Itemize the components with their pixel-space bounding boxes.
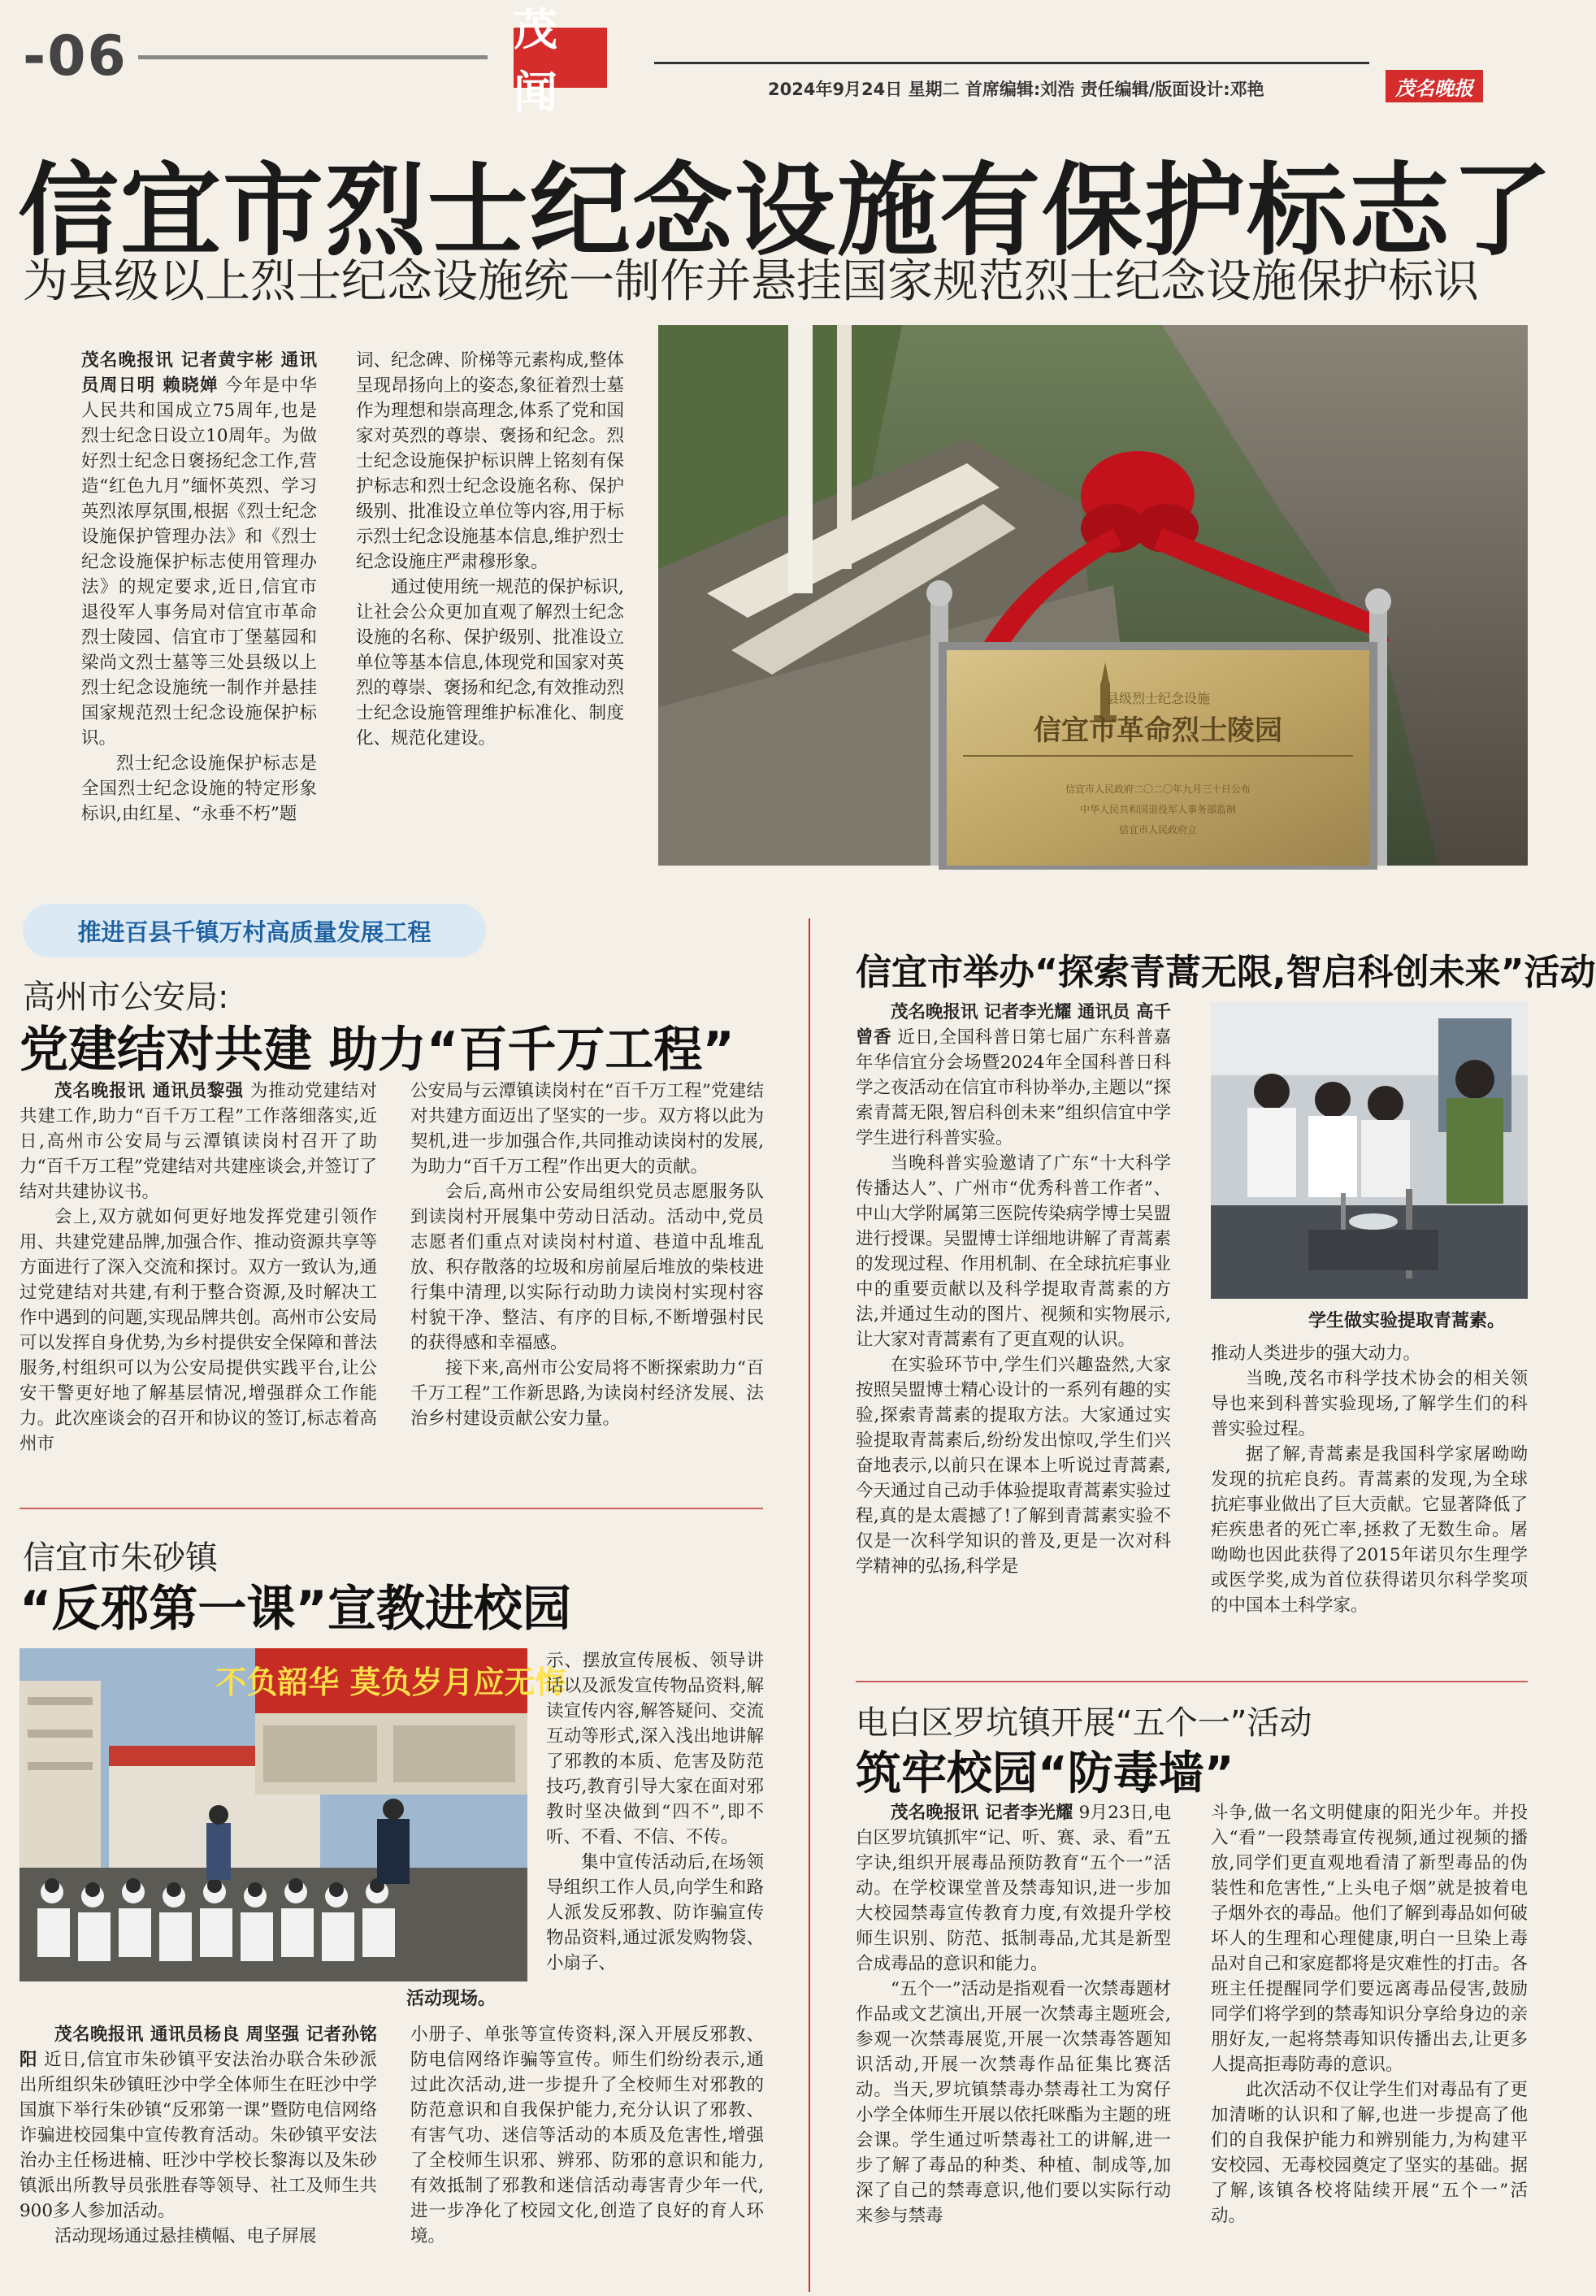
section-badge: 茂闻: [514, 28, 607, 88]
lead-byline: 茂名晚报讯 记者黄宇彬 通讯员周日明 赖晓婵: [81, 350, 317, 396]
story3-byline: 茂名晚报讯 记者李光耀 通讯员 高千 曾香: [856, 1002, 1171, 1048]
story1-headline: 党建结对共建 助力“百千万工程”: [20, 1022, 735, 1079]
story2-column-2: 小册子、单张等宣传资料,深入开展反邪教、防电信网络诈骗等宣传。师生们纷纷表示,通过此次活动,进一步提升了全校师生对邪教的防范意识和自我保护能力,充分认识了邪教、有害气功、迷信等活动的本质及危害性,增强了全校师生识邪、辨邪、防邪的意识和能力,有效抵制了邪教和迷信活动毒害青少年一代,进一步净化了校园文化,创造了良好的育人环境。: [410, 2025, 764, 2246]
section-divider: [20, 1508, 763, 1509]
lead-photo-plaque: [658, 325, 1528, 866]
story2-photo: [20, 1648, 566, 1981]
story3-column-2: 推动人类进步的强大动力。 当晚,茂名市科学技术协会的相关领导也来到科普实验现场,了解学生们的科普实验过程。 据了解,青蒿素是我国科学家屠呦呦发现的抗疟良药。青蒿素的发现,为全球抗疟事业做出了巨大贡献。它显著降低了疟疾患者的死亡率,拯救了无数生命。屠呦呦也因此获得了2015年诺贝尔生理学或医学奖,成为首位获得诺贝尔科学奖项的中国本土科学家。: [1211, 1343, 1528, 1616]
lab-experiment-illustration: [1211, 1002, 1528, 1299]
dateline: 2024年9月24日 星期二 首席编辑:刘浩 责任编辑/版面设计:邓艳: [768, 80, 1264, 99]
story1-column-1: 茂名晚报讯 通讯员黎强 为推动党建结对共建工作,助力“百千万工程”工作落细落实,近日,高州市公安局与云潭镇读岗村召开了助力“百千万工程”党建结对共建座谈会,并签订了结对共建协议书。 会上,双方就如何更好地发挥党建引领作用、共建党建品牌,加强合作、推动资源共享等方面进行了深入交流和探讨。双方一致认为,通过党建结对共建,有利于整合资源,及时解决工作中遇到的问题,实现品牌共创。高州市公安局可以发挥自身优势,为乡村提供安全保障和普法服务,村组织可以为公安局提供实践平台,让公安干警更好地了解基层情况,增强群众工作能力。此次座谈会的召开和协议的签订,标志着高州市: [20, 1081, 377, 1454]
story3-photo: [1211, 1002, 1528, 1299]
story3-column-1: 茂名晚报讯 记者李光耀 通讯员 高千 曾香 近日,全国科普日第七届广东科普嘉年华信宜分会场暨2024年全国科普日科学之夜活动在信宜市科协举办,主题以“探索青蒿无限,智启科创未来”组织信宜中学学生进行科普实验。 当晚科普实验邀请了广东“十大科学传播达人”、广州市“优秀科普工作者”、中山大学附属第三医院传染病学博士吴盟进行授课。吴盟博士详细地讲解了青蒿素的发现过程、作用机制、在全球抗疟事业中的重要贡献以及科学提取青蒿素的方法,并通过生动的图片、视频和实物展示,让大家对青蒿素有了更直观的认识。 在实验环节中,学生们兴趣盎然,大家按照吴盟博士精心设计的一系列有趣的实验,探索青蒿素的提取方法。大家通过实验提取青蒿素后,纷纷发出惊叹,学生们兴奋地表示,以前只在课本上听说过青蒿素,今天通过自己动手体验提取青蒿素实验过程,真的是太震撼了!了解到青蒿素实验不仅是一次科学知识的普及,更是一次对科学精神的弘扬,科学是: [856, 1002, 1171, 1577]
masthead-rule: [138, 55, 488, 59]
lead-headline: 信宜市烈士纪念设施有保护标志了: [18, 153, 1555, 270]
story2-side-column: 示、摆放宣传展板、领导讲话以及派发宣传物品资料,解读宣传内容,解答疑问、交流互动等形式,深入浅出地讲解了邪教的本质、危害及防范技巧,教育引导大家在面对邪教时坚决做到“四不”,即不听、不看、不信、不传。 集中宣传活动后,在场领导组织工作人员,向学生和路人派发反邪教、防诈骗宣传物品资料,通过派发购物袋、小扇子、: [546, 1651, 764, 1973]
plaque-name: 信宜市革命烈士陵园: [1034, 714, 1282, 747]
plaque-note-2: 中华人民共和国退役军人事务部监制: [1079, 804, 1237, 815]
story3-headline: 信宜市举办“探索青蒿无限,智启科创未来”活动: [856, 952, 1596, 993]
story2-kicker: 信宜市朱砂镇: [23, 1539, 218, 1577]
story4-headline: 筑牢校园“防毒墙”: [856, 1747, 1234, 1800]
page-number: -06: [23, 24, 128, 89]
story4-column-2: 斗争,做一名文明健康的阳光少年。并投入“看”一段禁毒宣传视频,通过视频的播放,同学们更直观地看清了新型毒品的伪装性和危害性,“上头电子烟”就是披着电子烟外衣的毒品。他们了解到毒品如何破坏人的生理和心理健康,明白一旦染上毒品对自己和家庭都将是灾难性的打击。各班主任提醒同学们要远离毒品侵害,鼓励同学们将学到的禁毒知识分享给身边的亲朋好友,一起将禁毒知识传播出去,让更多人提高拒毒防毒的意识。 此次活动不仅让学生们对毒品有了更加清晰的认识和了解,也进一步提高了他们的自我保护能力和辨别能力,为构建平安校园、无毒校园奠定了坚实的基础。据了解,该镇各校将陆续开展“五个一”活动。: [1211, 1803, 1528, 2226]
plaque-illustration: [658, 325, 1528, 866]
story2-column-1: 茂名晚报讯 通讯员杨良 周坚强 记者孙铭阳 近日,信宜市朱砂镇平安法治办联合朱砂派出所组织朱砂镇旺沙中学全体师生在旺沙中学国旗下举行朱砂镇“反邪第一课”暨防电信网络诈骗进校园集中宣传教育活动。朱砂镇平安法治办主任杨进楠、旺沙中学校长黎海以及朱砂镇派出所教导员张胜春等领导、社工及师生共900多人参加活动。 活动现场通过悬挂横幅、电子屏展: [20, 2025, 377, 2246]
event-banner: 不负韶华 莫负岁月应无悔: [215, 1664, 566, 1700]
story2-photo-caption: 活动现场。: [406, 1989, 497, 2009]
lead-column-1: 茂名晚报讯 记者黄宇彬 通讯员周日明 赖晓婵 今年是中华人民共和国成立75周年,也是烈士纪念日设立10周年。为做好烈士纪念日褒扬纪念工作,营造“红色九月”缅怀英烈、学习英烈浓厚氛围,根据《烈士纪念设施保护管理办法》和《烈士纪念设施保护标志使用管理办法》的规定要求,近日,信宜市退役军人事务局对信宜市革命烈士陵园、信宜市丁堡墓园和梁尚文烈士墓等三处县级以上烈士纪念设施统一制作并悬挂国家规范烈士纪念设施保护标识。 烈士纪念设施保护标志是全国烈士纪念设施的特定形象标识,由红星、“永垂不朽”题: [81, 350, 317, 824]
newspaper-logo: 茂名晚报: [1386, 70, 1483, 102]
plaque-note-3: 信宜市人民政府立: [1118, 824, 1198, 836]
story1-kicker: 高州市公安局:: [23, 979, 229, 1016]
story1-column-2: 公安局与云潭镇读岗村在“百千万工程”党建结对共建方面迈出了坚实的一步。双方将以此为契机,进一步加强合作,共同推动读岗村的发展,为助力“百千万工程”作出更大的贡献。 会后,高州市公安局组织党员志愿服务队到读岗村开展集中劳动日活动。活动中,党员志愿者们重点对读岗村村道、巷道中乱堆乱放、积存散落的垃圾和房前屋后堆放的柴枝进行集中清理,以实际行动助力读岗村实现村容村貌干净、整洁、有序的目标,不断增强村民的获得感和幸福感。 接下来,高州市公安局将不断探索助力“百千万工程”工作新思路,为读岗村经济发展、法治乡村建设贡献公安力量。: [410, 1081, 764, 1429]
column-divider: [809, 918, 810, 2292]
section-rule: [654, 62, 1369, 64]
story4-kicker: 电白区罗坑镇开展“五个一”活动: [856, 1704, 1312, 1742]
lead-column-2: 词、纪念碑、阶梯等元素构成,整体呈现昂扬向上的姿态,象征着烈士墓作为理想和崇高理念,体系了党和国家对英烈的尊崇、褒扬和纪念。烈士纪念设施保护标识牌上铭刻有保护标志和烈士纪念设施名称、保护级别、批准设立单位等内容,用于标示烈士纪念设施基本信息,维护烈士纪念设施庄严肃穆形象。 通过使用统一规范的保护标识,让社会公众更加直观了解烈士纪念设施的名称、保护级别、批准设立单位等基本信息,体现党和国家对英烈的尊崇、褒扬和纪念,有效推动烈士纪念设施管理维护标准化、制度化、规范化建设。: [356, 350, 624, 749]
story2-headline: “反邪第一课”宣教进校园: [20, 1581, 571, 1638]
story1-byline: 茂名晚报讯 通讯员黎强: [54, 1081, 244, 1101]
section-divider-right: [856, 1681, 1528, 1682]
school-event-illustration: [20, 1648, 566, 1981]
story2-byline: 茂名晚报讯 通讯员杨良 周坚强 记者孙铭阳: [20, 2025, 377, 2070]
lead-subhead: 为县级以上烈士纪念设施统一制作并悬挂国家规范烈士纪念设施保护标识: [23, 255, 1479, 308]
plaque-note-1: 信宜市人民政府二〇二〇年九月三十日公布: [1065, 783, 1251, 795]
story4-column-1: 茂名晚报讯 记者李光耀 9月23日,电白区罗坑镇抓牢“记、听、赛、录、看”五字诀,组织开展毒品预防教育“五个一”活动。在学校课堂普及禁毒知识,进一步加大校园禁毒宣传教育力度,有效提升学校师生识别、防范、抵制毒品,尤其是新型合成毒品的意识和能力。 “五个一”活动是指观看一次禁毒题材作品或文艺演出,开展一次禁毒主题班会,参观一次禁毒展览,开展一次禁毒答题知识活动,开展一次禁毒作品征集比赛活动。当天,罗坑镇禁毒办禁毒社工为窝仔小学全体师生开展以依托咪酯为主题的班会课。学生通过听禁毒社工的讲解,进一步了解了毒品的种类、种植、制成等,加深了自己的禁毒意识,他们要以实际行动来参与禁毒: [856, 1803, 1171, 2226]
plaque-level: 县级烈士纪念设施: [1105, 691, 1211, 706]
story3-photo-caption: 学生做实验提取青蒿素。: [1308, 1311, 1506, 1331]
story4-byline: 茂名晚报讯 记者李光耀: [891, 1803, 1073, 1823]
series-tag: 推进百县千镇万村高质量发展工程: [23, 904, 486, 957]
